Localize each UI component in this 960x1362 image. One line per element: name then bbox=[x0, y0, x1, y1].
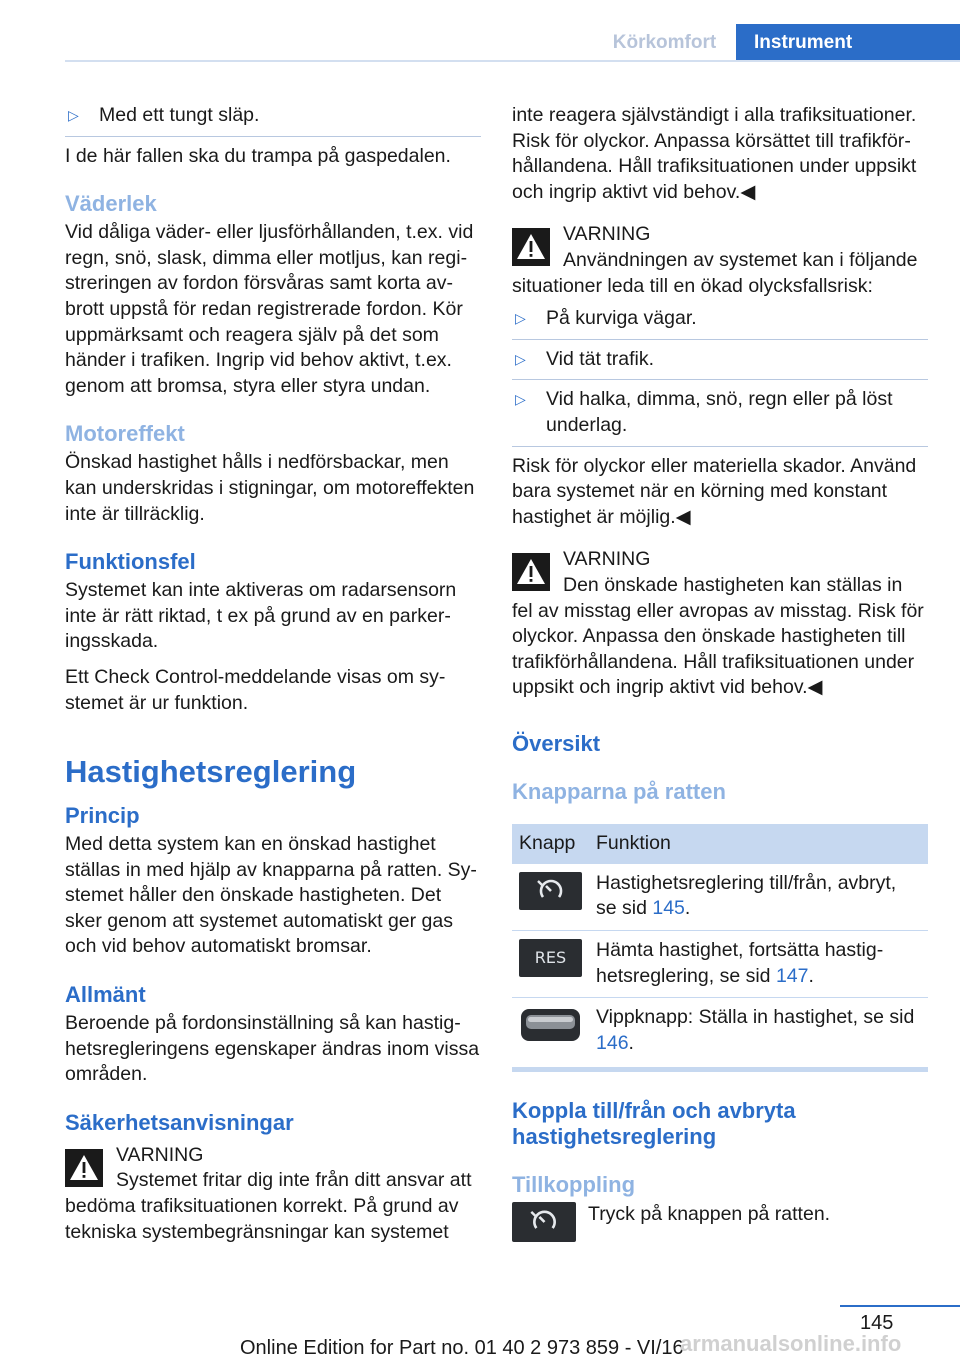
heading-koppla: Koppla till/från och avbryta hastighetsreglering bbox=[512, 1098, 796, 1150]
heading-vaderlek: Väderlek bbox=[65, 191, 157, 217]
paragraph: Beroende på fordonsinställning så kan hastighetsregleringens egenskaper ändras inom vissa områden. bbox=[65, 1012, 480, 1086]
warning-triangle-icon bbox=[65, 1149, 103, 1187]
heading-hastighetsreglering: Hastighetsreglering bbox=[65, 754, 357, 790]
function-text: Vippknapp: Ställa in hastighet, se sid bbox=[596, 1006, 915, 1029]
paragraph: Risk för olyckor eller materiella skador. Använd bara systemet när en körning med konstant hastighet är möjlig.◀ bbox=[512, 454, 917, 528]
header-rule bbox=[65, 60, 960, 62]
list-item-text: På kurviga vägar. bbox=[546, 307, 697, 330]
paragraph: inte reagera självständigt i alla trafiksituationer. Risk för olyckor. Anpassa körsättet till trafikförhållandena. Håll trafiksituationen under uppsikt och ingrip aktivt vid behov.◀ bbox=[512, 104, 917, 203]
heading-tillkoppling: Tillkoppling bbox=[512, 1172, 636, 1198]
column-header-funktion: Funktion bbox=[589, 824, 928, 864]
table-row bbox=[512, 864, 928, 931]
res-button-icon: RES bbox=[519, 939, 582, 977]
warning-body: Systemet fritar dig inte från ditt ansvar att bedöma trafiksituationen korrekt. På grund av tekniska systembegränsningar kan systemet bbox=[65, 1169, 472, 1243]
footer-rule bbox=[840, 1305, 960, 1307]
bullet-triangle-icon: ▷ bbox=[515, 350, 526, 367]
paragraph: Med detta system kan en önskad hastighet ställas in med hjälp av knapparna på ratten. Systemet håller den önskade hastigheten. Det sker genom att systemet automatiskt ger gas och vid behov automatiskt bromsar. bbox=[65, 833, 477, 958]
bullet-triangle-icon: ▷ bbox=[68, 107, 79, 123]
warning-block bbox=[512, 547, 928, 701]
function-text: Hastighetsreglering till/från, avbryt, se sid bbox=[596, 871, 897, 920]
warning-block bbox=[512, 222, 928, 299]
table-cell-icon bbox=[512, 931, 589, 998]
buttons-table bbox=[512, 824, 928, 1065]
list-item-text: Vid tät trafik. bbox=[546, 347, 655, 370]
column-header-knapp: Knapp bbox=[512, 824, 589, 864]
tab-instrument[interactable]: Instrument bbox=[736, 24, 960, 62]
table-cell-function: Vippknapp: Ställa in hastighet, se sid 146. bbox=[596, 1006, 915, 1054]
paragraph: Systemet kan inte aktiveras om radarsensorn inte är rätt riktad, t ex på grund av en parkeringsskada. bbox=[65, 579, 457, 653]
warning-title: VARNING bbox=[563, 223, 651, 246]
cruise-control-button-icon bbox=[519, 872, 582, 910]
heading-funktionsfel: Funktionsfel bbox=[65, 549, 196, 575]
paragraph: Ett Check Control-meddelande visas om systemet är ur funktion. bbox=[65, 665, 446, 714]
table-row bbox=[512, 998, 928, 1065]
right-column bbox=[512, 103, 928, 1242]
page-link[interactable]: 146 bbox=[596, 1031, 629, 1054]
list-item-text: Med ett tungt släp. bbox=[99, 104, 260, 126]
table-header-row bbox=[512, 824, 928, 864]
bullet-triangle-icon: ▷ bbox=[515, 310, 526, 327]
paragraph: Vid dåliga väder- eller ljusförhållanden, t.ex. vid regn, snö, slask, dimma eller motljus, kan registreringen av fordon försvåras samt korta avbrott uppstå för redan registrerade fordon. Kör uppmärksamt och reagera själv på det som händer i trafiken. Ingrip vid behov aktivt, t.ex. genom att bromsa, styra eller styra undan. bbox=[65, 221, 474, 397]
cruise-control-button-icon bbox=[512, 1202, 576, 1242]
paragraph: I de här fallen ska du trampa på gaspedalen. bbox=[65, 144, 451, 167]
list-item bbox=[512, 306, 928, 340]
warning-triangle-icon bbox=[512, 228, 550, 266]
table-cell-function: Hastighetsreglering till/från, avbryt, se sid 145. bbox=[589, 864, 928, 931]
table-row bbox=[512, 931, 928, 998]
watermark: armanualsonline.info bbox=[680, 1331, 902, 1356]
warning-body: Användningen av systemet kan i följande situationer leda till en ökad olycksfallsrisk: bbox=[512, 248, 918, 297]
table-cell-function: Hämta hastighet, fortsätta hastighetsreglering, se sid 147. bbox=[589, 931, 928, 998]
tillkoppling-row bbox=[512, 1202, 928, 1242]
table-end-rule bbox=[512, 1067, 928, 1072]
heading-motoreffekt: Motoreffekt bbox=[65, 421, 185, 447]
page-number: 145 bbox=[860, 1312, 894, 1334]
heading-princip: Princip bbox=[65, 803, 140, 829]
page-link[interactable]: 147 bbox=[775, 964, 809, 987]
bullet-triangle-icon: ▷ bbox=[515, 391, 526, 408]
warning-title: VARNING bbox=[563, 548, 651, 571]
warning-body: Den önskade hastigheten kan ställas in fel av misstag eller avropas av misstag. Risk för olyckor. Anpassa den önskade hastigheten till trafikförhållandena. Håll trafiksituationen under uppsikt och ingrip aktivt vid behov.◀ bbox=[512, 573, 924, 699]
warning-list bbox=[512, 306, 928, 446]
warning-title: VARNING bbox=[116, 1143, 204, 1166]
list-item-text: Vid halka, dimma, snö, regn eller på löst underlag. bbox=[546, 388, 893, 436]
table-cell-icon bbox=[512, 998, 589, 1065]
list-item bbox=[512, 387, 928, 446]
rocker-switch-icon bbox=[519, 1006, 582, 1044]
heading-oversikt: Översikt bbox=[512, 730, 601, 756]
paragraph: Tryck på knappen på ratten. bbox=[588, 1203, 831, 1226]
warning-triangle-icon bbox=[512, 553, 550, 591]
tab-korkomfort[interactable]: Körkomfort bbox=[612, 32, 717, 53]
warning-block bbox=[65, 1143, 481, 1245]
heading-knapparna: Knapparna på ratten bbox=[512, 778, 726, 804]
heading-sakerhetsanvisningar: Säkerhetsanvisningar bbox=[65, 1109, 294, 1135]
heading-allmant: Allmänt bbox=[65, 982, 146, 1008]
list-item bbox=[65, 103, 481, 137]
left-column bbox=[65, 103, 481, 1245]
list-item bbox=[512, 347, 928, 381]
function-text: Hämta hastighet, fortsätta hastighetsreglering, se sid bbox=[596, 939, 884, 987]
paragraph: Önskad hastighet hålls i nedförsbackar, men kan underskridas i stigningar, om motoreffekten inte är tillräcklig. bbox=[65, 451, 475, 525]
edition-text: Online Edition for Part no. 01 40 2 973 859 - VI/16 bbox=[240, 1337, 684, 1359]
table-cell-icon bbox=[512, 864, 589, 931]
page-link[interactable]: 145 bbox=[652, 897, 685, 920]
